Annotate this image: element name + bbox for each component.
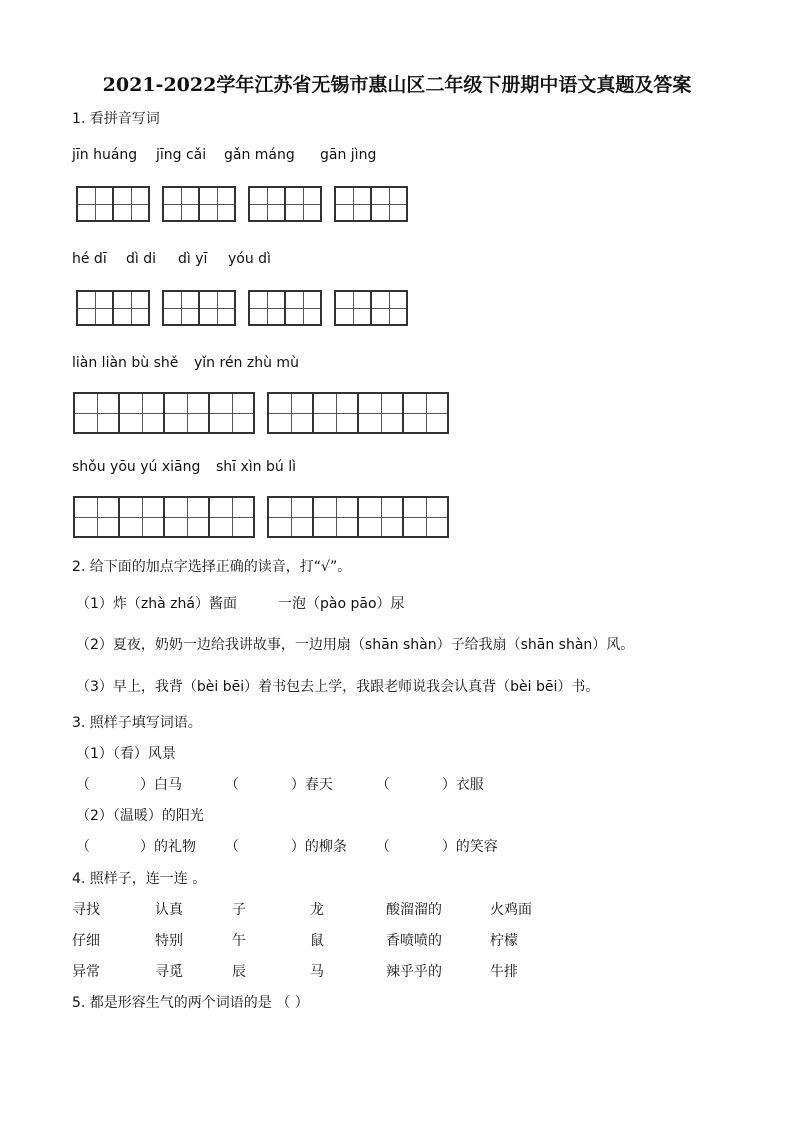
writing-grid[interactable] [76, 186, 150, 222]
q4-item[interactable]: 柠檬 [490, 933, 518, 949]
q2-line-3: （3）早上，我背（bèi bēi）着书包去上学，我跟老师说我会认真背（bèi bēi）书。 [76, 679, 600, 695]
q2-line-1b: 一泡（pào pāo）尿 [278, 596, 405, 612]
paren-open: （ [76, 839, 90, 855]
writing-grid[interactable] [73, 496, 255, 538]
pinyin: hé dī [72, 251, 107, 267]
q4-item[interactable]: 鼠 [310, 933, 324, 949]
answer-text: ）的柳条 [290, 839, 347, 855]
q4-item[interactable]: 辰 [232, 964, 246, 980]
pinyin: dì di [126, 251, 157, 267]
paren-open: （ [375, 839, 390, 855]
pinyin: jīng cǎi [156, 147, 207, 163]
q1-grid-row-1 [76, 186, 408, 222]
paren-open: （ [224, 839, 239, 855]
answer-text: ）衣服 [441, 777, 484, 793]
q4-item[interactable]: 异常 [72, 964, 100, 980]
q1-grid-row-4 [73, 496, 449, 538]
pinyin: liàn liàn bù shě [72, 355, 179, 371]
q1-heading: 1. 看拼音写词 [72, 111, 160, 127]
answer-text: ）春天 [290, 777, 333, 793]
q4-item[interactable]: 子 [232, 902, 246, 918]
pinyin: shǒu yōu yú xiāng [72, 459, 201, 475]
paren-open: （ [375, 777, 390, 793]
q4-item[interactable]: 寻找 [72, 902, 100, 918]
q3-row-2 [76, 838, 498, 856]
writing-grid[interactable] [73, 392, 255, 434]
q4-heading: 4. 照样子，连一连 。 [72, 871, 207, 887]
pinyin: dì yī [178, 251, 208, 267]
q3-heading: 3. 照样子填写词语。 [72, 715, 202, 731]
q4-item[interactable]: 特别 [155, 933, 183, 949]
answer-text: ）白马 [140, 777, 182, 793]
pinyin: jīn huáng [72, 147, 138, 163]
q4-item[interactable]: 仔细 [72, 933, 100, 949]
q1-grid-row-2 [76, 290, 408, 326]
q4-item[interactable]: 香喷喷的 [386, 933, 442, 949]
q5-heading: 5. 都是形容生气的两个词语的是 （ ） [72, 995, 309, 1011]
writing-grid[interactable] [162, 290, 236, 326]
writing-grid[interactable] [248, 290, 322, 326]
pinyin: yóu dì [228, 251, 271, 267]
q2-line-2: （2）夏夜，奶奶一边给我讲故事，一边用扇（shān shàn）子给我扇（shān shàn）风。 [76, 637, 635, 653]
answer-text: ）的礼物 [140, 839, 196, 855]
q3-example-1: （1）（看）风景 [76, 746, 176, 762]
q4-item[interactable]: 酸溜溜的 [386, 902, 442, 918]
q1-grid-row-3 [73, 392, 449, 434]
q4-item[interactable]: 寻觅 [155, 964, 183, 980]
writing-grid[interactable] [162, 186, 236, 222]
paren-open: （ [76, 777, 90, 793]
writing-grid[interactable] [334, 290, 408, 326]
pinyin: yǐn rén zhù mù [194, 355, 299, 371]
q3-row-1 [76, 776, 484, 794]
q3-example-2: （2）（温暖）的阳光 [76, 808, 204, 824]
paren-open: （ [224, 777, 239, 793]
pinyin: shī xìn bú lì [216, 459, 296, 475]
writing-grid[interactable] [267, 392, 449, 434]
q4-item[interactable]: 火鸡面 [490, 902, 532, 918]
q2-heading: 2. 给下面的加点字选择正确的读音，打“√”。 [72, 559, 352, 575]
q4-item[interactable]: 认真 [155, 902, 183, 918]
q2-line-1a: （1）炸（zhà zhá）酱面 [76, 596, 237, 612]
writing-grid[interactable] [248, 186, 322, 222]
pinyin: gǎn máng [224, 147, 295, 163]
pinyin: gān jìng [320, 147, 377, 163]
writing-grid[interactable] [267, 496, 449, 538]
q4-item[interactable]: 龙 [310, 902, 324, 918]
writing-grid[interactable] [334, 186, 408, 222]
q4-item[interactable]: 牛排 [490, 964, 518, 980]
writing-grid[interactable] [76, 290, 150, 326]
answer-text: ）的笑容 [441, 839, 498, 855]
q4-item[interactable]: 辣乎乎的 [386, 964, 442, 980]
q4-item[interactable]: 马 [310, 964, 324, 980]
page-title: 2021-2022学年江苏省无锡市惠山区二年级下册期中语文真题及答案 [102, 74, 692, 96]
q4-item[interactable]: 午 [232, 933, 246, 949]
